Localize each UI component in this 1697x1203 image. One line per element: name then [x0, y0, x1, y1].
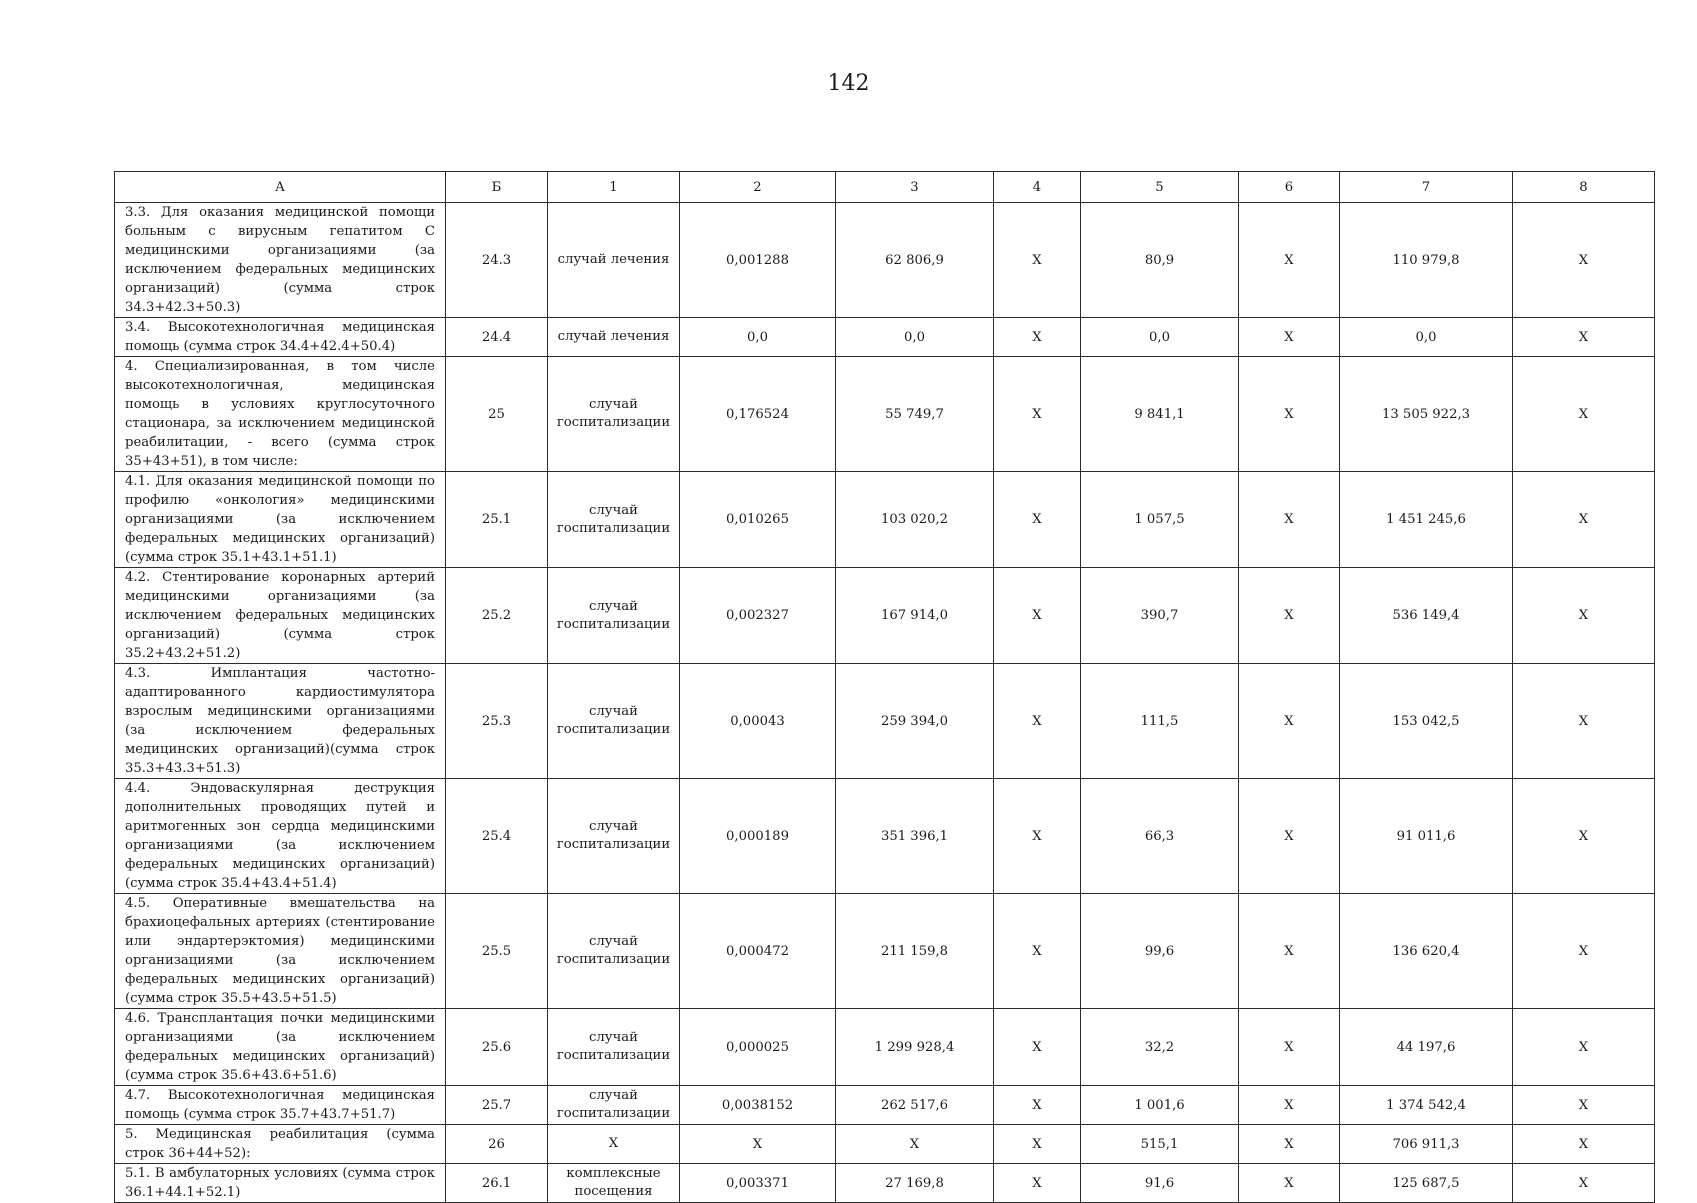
column-header-2: 2	[680, 172, 836, 203]
value-cell-5: 91,6	[1081, 1164, 1239, 1203]
value-cell-5: 390,7	[1081, 568, 1239, 664]
value-cell-6: Х	[1239, 664, 1340, 779]
row-name-cell: 5.1. В амбулаторных условиях (сумма строк 36.1+44.1+52.1)	[115, 1164, 446, 1203]
financing-table	[114, 171, 1655, 1203]
row-name-cell: 4.1. Для оказания медицинской помощи по профилю «онкология» медицинскими организациями (за исключением федеральных медицинских организаций) (сумма строк 35.1+43.1+51.1)	[115, 472, 446, 568]
value-cell-3: 262 517,6	[836, 1086, 994, 1125]
unit-cell: случай лечения	[548, 318, 680, 357]
row-name-cell: 4.5. Оперативные вмешательства на брахиоцефальных артериях (стентирование или эндартерэктомия) медицинскими организациями (за исключением федеральных медицинских организаций) (сумма строк 35.5+43.5+51.5)	[115, 894, 446, 1009]
value-cell-6: Х	[1239, 779, 1340, 894]
unit-cell: комплексные посещения	[548, 1164, 680, 1203]
value-cell-4: Х	[994, 664, 1081, 779]
value-cell-6: Х	[1239, 318, 1340, 357]
table-row	[115, 357, 1655, 472]
unit-cell: случай госпитализации	[548, 779, 680, 894]
value-cell-3: 27 169,8	[836, 1164, 994, 1203]
row-name-cell: 5. Медицинская реабилитация (сумма строк 36+44+52):	[115, 1125, 446, 1164]
value-cell-7: 136 620,4	[1340, 894, 1513, 1009]
row-code-cell: 26.1	[446, 1164, 548, 1203]
value-cell-4: Х	[994, 472, 1081, 568]
row-name-cell: 4.2. Стентирование коронарных артерий медицинскими организациями (за исключением федеральных медицинских организаций) (сумма строк 35.2+43.2+51.2)	[115, 568, 446, 664]
value-cell-8: Х	[1513, 894, 1655, 1009]
row-code-cell: 24.4	[446, 318, 548, 357]
unit-cell: случай госпитализации	[548, 664, 680, 779]
value-cell-6: Х	[1239, 472, 1340, 568]
column-header-3: 3	[836, 172, 994, 203]
value-cell-4: Х	[994, 357, 1081, 472]
table-header-row	[115, 172, 1655, 203]
value-cell-7: 1 451 245,6	[1340, 472, 1513, 568]
value-cell-3: 259 394,0	[836, 664, 994, 779]
unit-cell: случай госпитализации	[548, 472, 680, 568]
row-code-cell: 25.3	[446, 664, 548, 779]
value-cell-2: 0,00043	[680, 664, 836, 779]
value-cell-8: Х	[1513, 1086, 1655, 1125]
row-name-cell: 3.3. Для оказания медицинской помощи больным с вирусным гепатитом С медицинскими организациями (за исключением федеральных медицинских организаций) (сумма строк 34.3+42.3+50.3)	[115, 203, 446, 318]
value-cell-6: Х	[1239, 1009, 1340, 1086]
value-cell-2: 0,176524	[680, 357, 836, 472]
row-name-cell: 4.3. Имплантация частотно-адаптированного кардиостимулятора взрослым медицинскими организациями (за исключением федеральных медицинских организаций)(сумма строк 35.3+43.3+51.3)	[115, 664, 446, 779]
column-header-6: 6	[1239, 172, 1340, 203]
value-cell-7: 13 505 922,3	[1340, 357, 1513, 472]
value-cell-4: Х	[994, 1125, 1081, 1164]
column-header-b: Б	[446, 172, 548, 203]
table-row	[115, 1125, 1655, 1164]
value-cell-7: 706 911,3	[1340, 1125, 1513, 1164]
value-cell-6: Х	[1239, 1086, 1340, 1125]
row-name-cell: 3.4. Высокотехнологичная медицинская помощь (сумма строк 34.4+42.4+50.4)	[115, 318, 446, 357]
value-cell-7: 536 149,4	[1340, 568, 1513, 664]
value-cell-5: 515,1	[1081, 1125, 1239, 1164]
value-cell-2: 0,000472	[680, 894, 836, 1009]
value-cell-7: 125 687,5	[1340, 1164, 1513, 1203]
row-name-cell: 4.4. Эндоваскулярная деструкция дополнительных проводящих путей и аритмогенных зон сердца медицинскими организациями (за исключением федеральных медицинских организаций)(сумма строк 35.4+43.4+51.4)	[115, 779, 446, 894]
table-row	[115, 894, 1655, 1009]
value-cell-4: Х	[994, 1086, 1081, 1125]
value-cell-5: 1 057,5	[1081, 472, 1239, 568]
value-cell-3: 167 914,0	[836, 568, 994, 664]
value-cell-7: 110 979,8	[1340, 203, 1513, 318]
row-code-cell: 25	[446, 357, 548, 472]
value-cell-8: Х	[1513, 472, 1655, 568]
value-cell-4: Х	[994, 894, 1081, 1009]
table-row	[115, 568, 1655, 664]
table-row	[115, 779, 1655, 894]
column-header-5: 5	[1081, 172, 1239, 203]
value-cell-3: 62 806,9	[836, 203, 994, 318]
value-cell-8: Х	[1513, 357, 1655, 472]
row-code-cell: 25.7	[446, 1086, 548, 1125]
unit-cell: случай госпитализации	[548, 1086, 680, 1125]
table-row	[115, 1086, 1655, 1125]
value-cell-5: 111,5	[1081, 664, 1239, 779]
value-cell-8: Х	[1513, 203, 1655, 318]
value-cell-6: Х	[1239, 357, 1340, 472]
value-cell-8: Х	[1513, 1125, 1655, 1164]
column-header-a: А	[115, 172, 446, 203]
value-cell-3: 351 396,1	[836, 779, 994, 894]
value-cell-6: Х	[1239, 1125, 1340, 1164]
value-cell-5: 1 001,6	[1081, 1086, 1239, 1125]
value-cell-4: Х	[994, 318, 1081, 357]
value-cell-7: 153 042,5	[1340, 664, 1513, 779]
value-cell-6: Х	[1239, 1164, 1340, 1203]
value-cell-7: 91 011,6	[1340, 779, 1513, 894]
value-cell-5: 0,0	[1081, 318, 1239, 357]
value-cell-4: Х	[994, 203, 1081, 318]
value-cell-7: 1 374 542,4	[1340, 1086, 1513, 1125]
column-header-7: 7	[1340, 172, 1513, 203]
value-cell-3: 1 299 928,4	[836, 1009, 994, 1086]
value-cell-2: Х	[680, 1125, 836, 1164]
value-cell-5: 99,6	[1081, 894, 1239, 1009]
value-cell-6: Х	[1239, 894, 1340, 1009]
value-cell-2: 0,0038152	[680, 1086, 836, 1125]
value-cell-6: Х	[1239, 203, 1340, 318]
value-cell-2: 0,000189	[680, 779, 836, 894]
unit-cell: случай лечения	[548, 203, 680, 318]
value-cell-2: 0,0	[680, 318, 836, 357]
value-cell-5: 80,9	[1081, 203, 1239, 318]
column-header-8: 8	[1513, 172, 1655, 203]
row-code-cell: 25.5	[446, 894, 548, 1009]
value-cell-8: Х	[1513, 779, 1655, 894]
table-row	[115, 203, 1655, 318]
value-cell-2: 0,000025	[680, 1009, 836, 1086]
value-cell-8: Х	[1513, 568, 1655, 664]
value-cell-3: 103 020,2	[836, 472, 994, 568]
unit-cell: случай госпитализации	[548, 1009, 680, 1086]
unit-cell: Х	[548, 1125, 680, 1164]
table-row	[115, 1009, 1655, 1086]
value-cell-3: 211 159,8	[836, 894, 994, 1009]
row-code-cell: 24.3	[446, 203, 548, 318]
value-cell-7: 44 197,6	[1340, 1009, 1513, 1086]
row-name-cell: 4.7. Высокотехнологичная медицинская помощь (сумма строк 35.7+43.7+51.7)	[115, 1086, 446, 1125]
value-cell-4: Х	[994, 1009, 1081, 1086]
unit-cell: случай госпитализации	[548, 357, 680, 472]
value-cell-8: Х	[1513, 664, 1655, 779]
value-cell-8: Х	[1513, 1009, 1655, 1086]
row-code-cell: 26	[446, 1125, 548, 1164]
page-number: 142	[827, 71, 870, 96]
value-cell-4: Х	[994, 779, 1081, 894]
row-code-cell: 25.4	[446, 779, 548, 894]
table-row	[115, 664, 1655, 779]
value-cell-7: 0,0	[1340, 318, 1513, 357]
value-cell-8: Х	[1513, 318, 1655, 357]
value-cell-3: Х	[836, 1125, 994, 1164]
value-cell-2: 0,002327	[680, 568, 836, 664]
column-header-1: 1	[548, 172, 680, 203]
value-cell-5: 32,2	[1081, 1009, 1239, 1086]
table-row	[115, 318, 1655, 357]
row-code-cell: 25.1	[446, 472, 548, 568]
value-cell-2: 0,010265	[680, 472, 836, 568]
value-cell-4: Х	[994, 1164, 1081, 1203]
row-name-cell: 4.6. Трансплантация почки медицинскими организациями (за исключением федеральных медицинских организаций) (сумма строк 35.6+43.6+51.6)	[115, 1009, 446, 1086]
unit-cell: случай госпитализации	[548, 568, 680, 664]
value-cell-2: 0,001288	[680, 203, 836, 318]
value-cell-4: Х	[994, 568, 1081, 664]
column-header-4: 4	[994, 172, 1081, 203]
row-code-cell: 25.6	[446, 1009, 548, 1086]
value-cell-5: 9 841,1	[1081, 357, 1239, 472]
value-cell-3: 55 749,7	[836, 357, 994, 472]
value-cell-8: Х	[1513, 1164, 1655, 1203]
value-cell-3: 0,0	[836, 318, 994, 357]
value-cell-2: 0,003371	[680, 1164, 836, 1203]
table-row	[115, 1164, 1655, 1203]
row-name-cell: 4. Специализированная, в том числе высокотехнологичная, медицинская помощь в условиях круглосуточного стационара, за исключением медицинской реабилитации, - всего (сумма строк 35+43+51), в том числе:	[115, 357, 446, 472]
table-row	[115, 472, 1655, 568]
unit-cell: случай госпитализации	[548, 894, 680, 1009]
value-cell-6: Х	[1239, 568, 1340, 664]
row-code-cell: 25.2	[446, 568, 548, 664]
value-cell-5: 66,3	[1081, 779, 1239, 894]
